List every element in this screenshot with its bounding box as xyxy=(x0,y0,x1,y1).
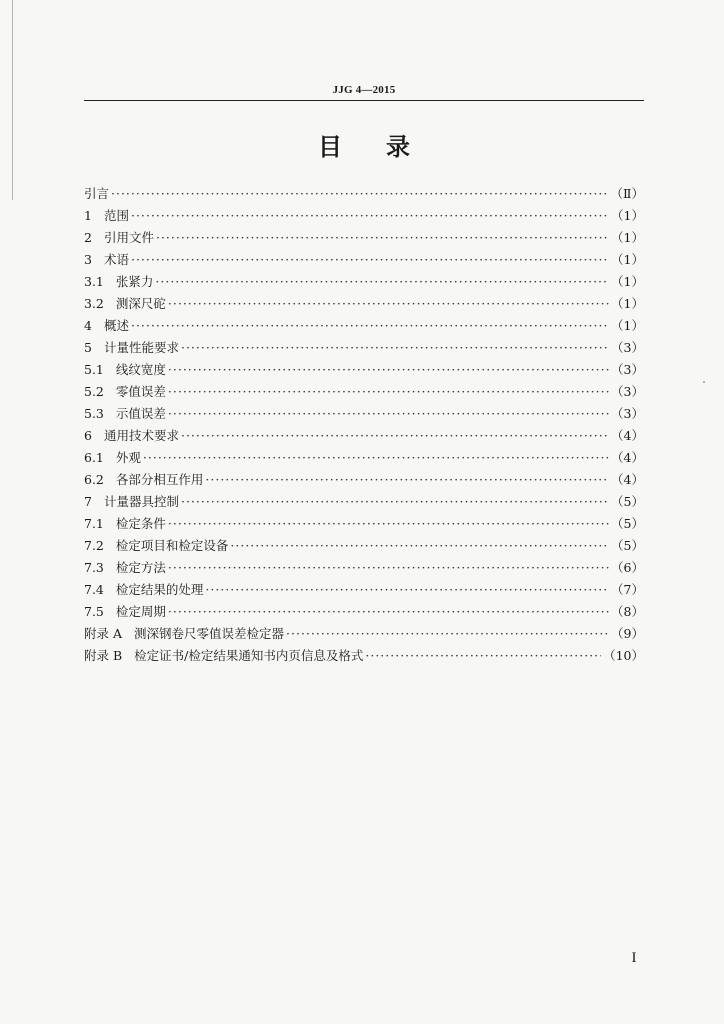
scan-edge-line xyxy=(12,0,13,200)
toc-entry-number: 7.2 xyxy=(84,538,104,553)
toc-leader-dots xyxy=(230,535,609,557)
toc-entry[interactable] xyxy=(84,337,644,359)
title-char-1: 目 xyxy=(318,133,342,161)
toc-leader-dots xyxy=(168,403,609,425)
standard-code: JJG 4—2015 xyxy=(332,84,396,96)
toc-entry[interactable] xyxy=(84,249,644,271)
toc-entry-page: （1） xyxy=(611,208,644,223)
toc-leader-dots xyxy=(286,623,609,645)
toc-entry-page: （6） xyxy=(611,560,644,575)
toc-entry-label: 术语 xyxy=(103,252,129,267)
toc-entry-page: （3） xyxy=(611,384,644,399)
toc-entry-number: 7.1 xyxy=(84,516,104,531)
toc-leader-dots xyxy=(131,315,609,337)
title-char-2: 录 xyxy=(386,133,410,161)
scan-speck xyxy=(703,381,705,383)
toc-entry[interactable] xyxy=(84,271,644,293)
toc-entry-label: 检定周期 xyxy=(115,604,166,619)
toc-entry[interactable] xyxy=(84,557,644,579)
toc-entry[interactable] xyxy=(84,513,644,535)
toc-entry-page: （5） xyxy=(611,516,644,531)
toc-entry[interactable] xyxy=(84,227,644,249)
toc-entry[interactable] xyxy=(84,205,644,227)
toc-leader-dots xyxy=(168,513,609,535)
toc-entry-label: 检定项目和检定设备 xyxy=(115,538,229,553)
toc-entry-label: 外观 xyxy=(115,450,141,465)
page-title xyxy=(84,130,644,164)
toc-leader-dots xyxy=(168,381,609,403)
toc-entry-page: （1） xyxy=(611,230,644,245)
toc-entry-number: 2 xyxy=(84,230,92,245)
toc-leader-dots xyxy=(205,579,609,601)
toc-entry-page: （1） xyxy=(611,252,644,267)
toc-entry-page: （1） xyxy=(611,296,644,311)
toc-entry-label: 计量器具控制 xyxy=(103,494,179,509)
toc-entry-page: （7） xyxy=(611,582,644,597)
toc-entry-page: （3） xyxy=(611,406,644,421)
toc-entry-label: 通用技术要求 xyxy=(103,428,179,443)
toc-entry-page: （3） xyxy=(611,340,644,355)
toc-entry[interactable] xyxy=(84,579,644,601)
toc-entry-number: 3.2 xyxy=(84,296,104,311)
toc-entry-label: 检定结果的处理 xyxy=(115,582,204,597)
toc-entry-number: 7 xyxy=(84,494,92,509)
toc-leader-dots xyxy=(111,183,608,205)
toc-entry[interactable] xyxy=(84,403,644,425)
toc-entry-page: （1） xyxy=(611,318,644,333)
toc-entry[interactable] xyxy=(84,469,644,491)
toc-entry[interactable] xyxy=(84,645,644,667)
toc-entry-page: （4） xyxy=(611,428,644,443)
toc-entry-page: （Ⅱ） xyxy=(610,186,644,201)
toc-entry[interactable] xyxy=(84,491,644,513)
toc-entry[interactable] xyxy=(84,601,644,623)
toc-entry-number: 5 xyxy=(84,340,92,355)
toc-entry[interactable] xyxy=(84,623,644,645)
toc-leader-dots xyxy=(205,469,609,491)
toc-leader-dots xyxy=(168,359,609,381)
toc-entry-number: 7.3 xyxy=(84,560,104,575)
toc-entry-page: （4） xyxy=(611,472,644,487)
toc-entry-page: （5） xyxy=(611,538,644,553)
toc-entry-number: 7.4 xyxy=(84,582,104,597)
toc-entry-number: 6.2 xyxy=(84,472,104,487)
toc-entry[interactable] xyxy=(84,535,644,557)
toc-leader-dots xyxy=(156,227,609,249)
toc-entry[interactable] xyxy=(84,359,644,381)
toc-entry-number: 6 xyxy=(84,428,92,443)
toc-leader-dots xyxy=(143,447,609,469)
toc-entry-number: 5.3 xyxy=(84,406,104,421)
toc-entry-label: 检定方法 xyxy=(115,560,166,575)
toc-entry-page: （1） xyxy=(611,274,644,289)
toc-entry-label: 概述 xyxy=(103,318,129,333)
toc-leader-dots xyxy=(168,601,609,623)
toc-entry-page: （8） xyxy=(611,604,644,619)
toc-entry-page: （4） xyxy=(611,450,644,465)
toc-entry-label: 张紧力 xyxy=(115,274,154,289)
toc-leader-dots xyxy=(181,337,609,359)
toc-leader-dots xyxy=(365,645,601,667)
toc-entry-label: 计量性能要求 xyxy=(103,340,179,355)
toc-entry-page: （3） xyxy=(611,362,644,377)
toc-leader-dots xyxy=(131,205,609,227)
toc-entry-page: （10） xyxy=(603,648,644,663)
running-header xyxy=(84,78,644,101)
toc-entry-page: （5） xyxy=(611,494,644,509)
toc-leader-dots xyxy=(168,293,609,315)
toc-entry[interactable] xyxy=(84,381,644,403)
table-of-contents xyxy=(84,183,644,667)
toc-entry-number: 3 xyxy=(84,252,92,267)
toc-entry-number: 5.2 xyxy=(84,384,104,399)
toc-entry-label: 测深钢卷尺零值误差检定器 xyxy=(134,626,285,641)
toc-leader-dots xyxy=(155,271,609,293)
toc-entry[interactable] xyxy=(84,425,644,447)
toc-leader-dots xyxy=(181,491,609,513)
toc-entry-page: （9） xyxy=(611,626,644,641)
toc-entry-number: 附录 A xyxy=(84,626,123,641)
toc-entry-label: 引用文件 xyxy=(103,230,154,245)
toc-entry-number: 4 xyxy=(84,318,92,333)
toc-entry-label: 零值误差 xyxy=(115,384,166,399)
toc-entry-number: 1 xyxy=(84,208,92,223)
toc-entry-number: 3.1 xyxy=(84,274,104,289)
toc-entry[interactable] xyxy=(84,293,644,315)
toc-entry-label: 检定条件 xyxy=(115,516,166,531)
page-number: I xyxy=(631,950,637,966)
toc-entry[interactable] xyxy=(84,183,644,205)
toc-entry[interactable] xyxy=(84,447,644,469)
toc-entry-label: 示值误差 xyxy=(115,406,166,421)
toc-entry-label: 范围 xyxy=(103,208,129,223)
toc-leader-dots xyxy=(181,425,609,447)
toc-leader-dots xyxy=(131,249,609,271)
toc-entry-number: 5.1 xyxy=(84,362,104,377)
toc-entry[interactable] xyxy=(84,315,644,337)
toc-entry-label: 各部分相互作用 xyxy=(115,472,204,487)
toc-entry-label: 检定证书/检定结果通知书内页信息及格式 xyxy=(134,648,364,663)
toc-entry-label: 线纹宽度 xyxy=(115,362,166,377)
toc-entry-number: 7.5 xyxy=(84,604,104,619)
toc-entry-label: 测深尺砣 xyxy=(115,296,166,311)
toc-entry-number: 6.1 xyxy=(84,450,104,465)
toc-entry-number: 附录 B xyxy=(84,648,123,663)
toc-entry-label: 引言 xyxy=(84,186,110,201)
toc-leader-dots xyxy=(168,557,609,579)
